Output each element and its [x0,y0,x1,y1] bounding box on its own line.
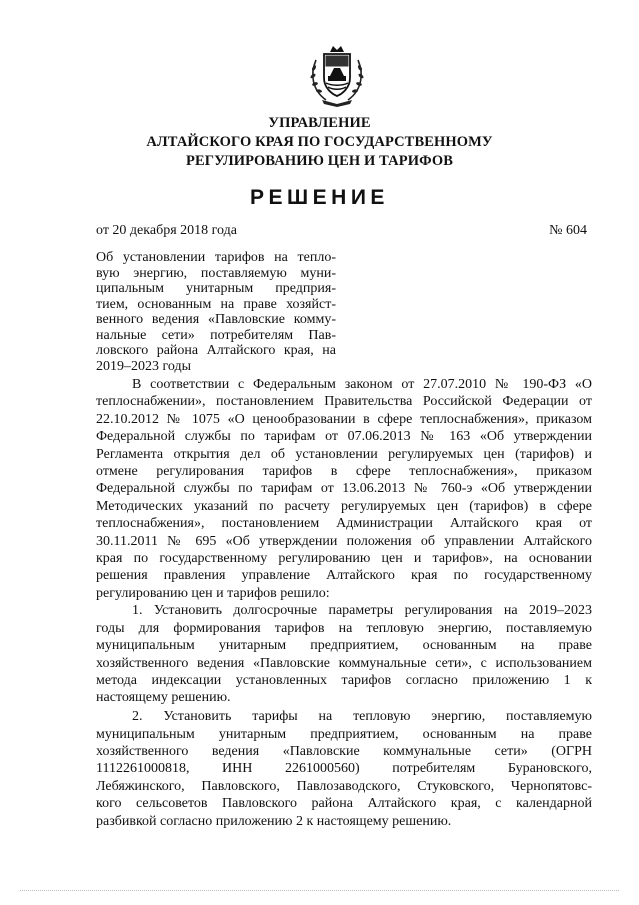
body-line: 2. Установить тарифы на тепловую энергию, поставляемую [132,709,592,725]
body-line: теплоснабжения», постановлением Администрации Алтайского края от [96,516,592,532]
issuer-header [0,114,639,171]
subject-line: венного ведения «Павловские комму- [96,312,336,327]
body-line: отмене регулирования тарифов в сфере теплоснабжения», приказом [96,464,592,480]
subject-line: 2019–2023 годы [96,358,192,374]
body-line: В соответствии с Федеральным законом от 27.07.2010 № 190-ФЗ «О [132,377,592,392]
clause-1-paragraph [96,602,592,706]
subject-line: ципальным унитарным предприя- [96,281,336,296]
subject-line: тием, основанным на праве хозяйст- [96,296,336,312]
document-body [96,376,592,830]
preamble-paragraph [96,376,592,602]
document-title: РЕШЕНИЕ [250,186,389,209]
subject-line: нальные сети» потребителям Пав- [96,327,336,343]
body-line: хозяйственного ведения «Павловские коммунальные сети», с использованием [96,655,592,671]
body-line: Методических указаний по расчету регулируемых цен (тарифов) в сфере [96,498,592,514]
body-line: муниципальным унитарным предприятием, основанным на праве [96,638,592,654]
body-line: 1. Установить долгосрочные параметры регулирования на 2019–2023 [132,603,592,619]
body-line: теплоснабжении», постановлением Правительства Российской Федерации от [96,394,592,410]
body-line: хозяйственного ведения «Павловские коммунальные сети» (ОГРН [96,744,592,760]
body-line: Лебяжинского, Павловского, Павлозаводского, Стуковского, Чернопятовс- [96,778,592,794]
body-line: разбивкой согласно приложению 2 к настоящему решению. [96,813,452,829]
body-line: 30.11.2011 № 695 «Об утверждении положения об управлении Алтайского [96,533,592,549]
body-line: края по государственному регулированию цен и тарифов», на основании [96,551,592,567]
header-line: УПРАВЛЕНИЕ [268,115,371,131]
subject-line: ловского района Алтайского края, на [96,343,336,358]
body-line: решения правления управление Алтайского края по государственному [96,568,592,584]
document-date: от 20 декабря 2018 года [96,223,237,238]
body-line: кого сельсоветов Павловского района Алтайского края, с календарной [96,796,592,812]
document-number: № 604 [549,223,587,238]
subject-line: вую энергию, поставляемую муни- [96,265,336,281]
body-line: Федеральной службы по тарифам от 07.06.2013 № 163 «Об утверждении [96,429,592,445]
body-line: муниципальным унитарным предприятием, основанным на праве [96,726,592,742]
header-line: РЕГУЛИРОВАНИЮ ЦЕН И ТАРИФОВ [186,153,453,169]
body-line: метода индексации установленных тарифов согласно приложению 1 к [96,672,592,688]
subject-line: Об установлении тарифов на тепло- [96,250,336,265]
altai-coat-of-arms-icon [306,40,368,108]
body-line: Федеральной службы по тарифам от 13.06.2013 № 760-э «Об утверждении [96,481,592,497]
body-line: 22.10.2012 № 1075 «О ценообразовании в сфере теплоснабжения», приказом [96,411,592,427]
document-subject [96,250,336,374]
header-line: АЛТАЙСКОГО КРАЯ ПО ГОСУДАРСТВЕННОМУ [146,134,493,150]
body-line: годы для формирования тарифов на тепловую энергию, поставляемую [96,620,592,636]
body-line: настоящему решению. [96,690,231,706]
page-divider [20,890,619,891]
body-line: регулированию цен и тарифов решило: [96,585,330,601]
body-line: Регламента открытия дел об установлении регулируемых цен (тарифов) и [96,446,592,462]
clause-2-paragraph [96,708,592,830]
body-line: 1112261000818, ИНН 2261000560) потребителям Бурановского, [96,761,592,777]
